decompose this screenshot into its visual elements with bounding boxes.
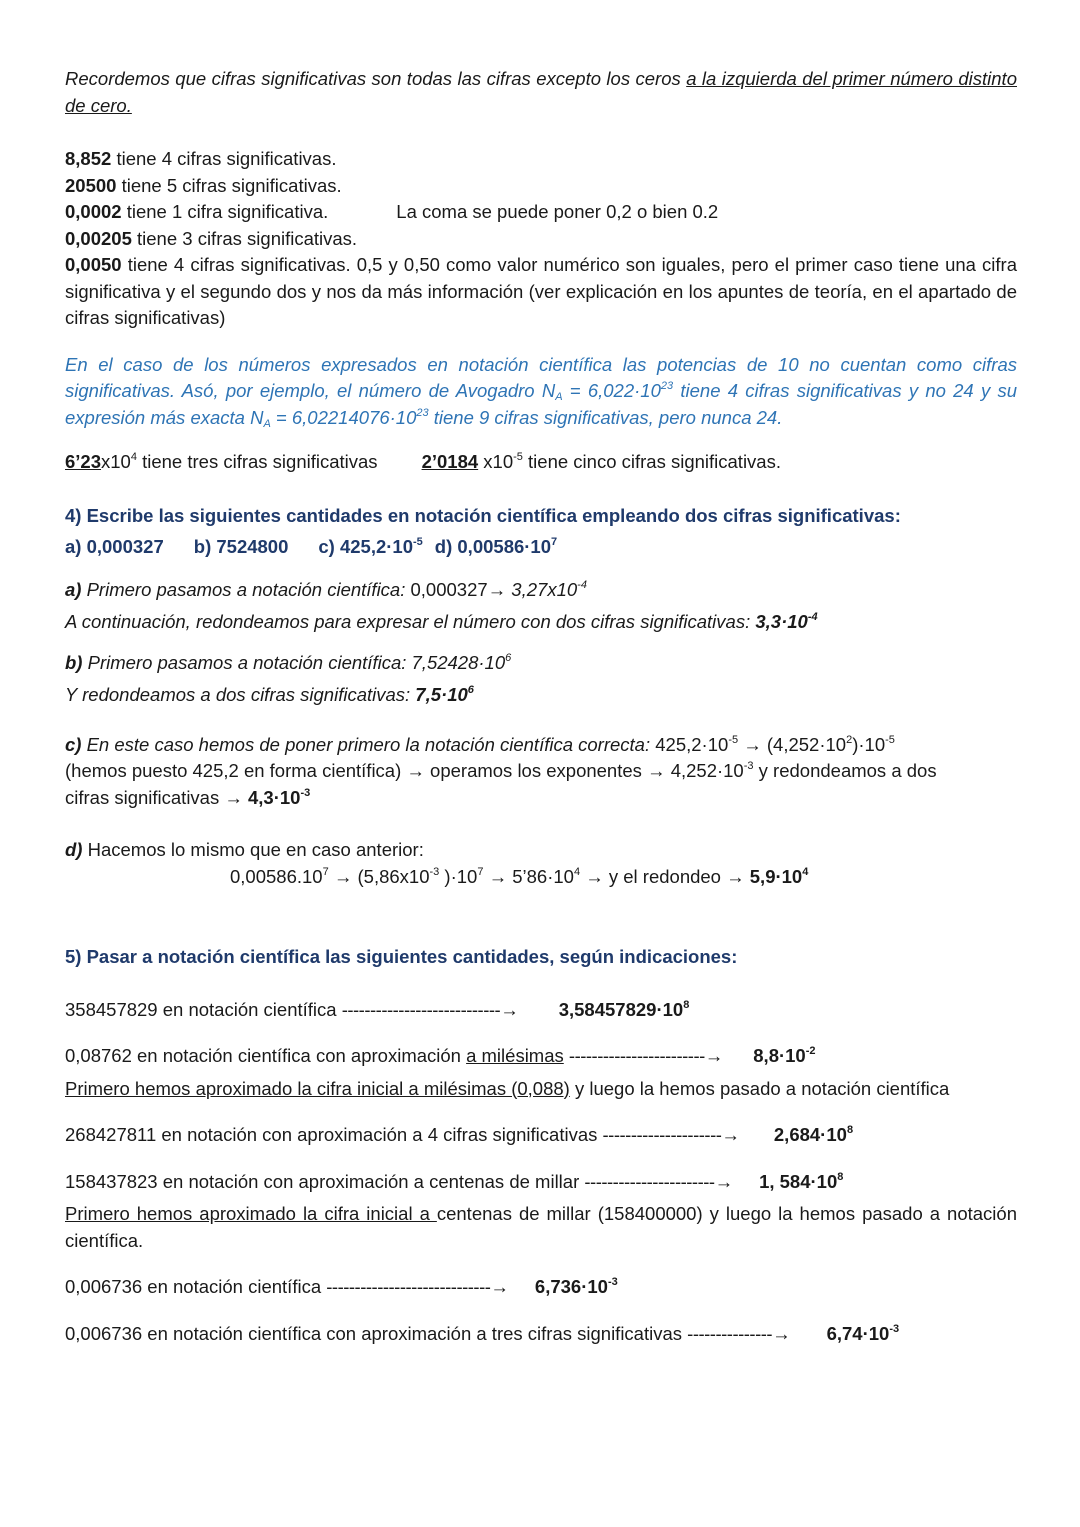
exponent: -3 [743, 760, 754, 772]
text-run: d) 0,00586·10 [434, 536, 552, 557]
exponent: 7 [322, 865, 329, 878]
example-number: 0,0002 [65, 201, 122, 222]
exponent: 23 [660, 380, 674, 392]
text-run: = 6,02214076·10 [270, 406, 417, 428]
text-run [65, 332, 1017, 352]
exponent: 8 [846, 1124, 854, 1136]
exponent: 4 [802, 865, 809, 878]
text-run: 2’0184 [421, 451, 479, 472]
text-run: ----------------------------- [326, 1276, 491, 1297]
exponent: -5 [728, 733, 739, 746]
text-run: 0,08762 en notación científica con aproximación [65, 1045, 461, 1066]
text-run: 158437823 en notación con aproximación a centenas de millar [65, 1170, 580, 1192]
text-run: centenas de millar (158400000) y luego la hemos pasado a notación científica. [65, 1203, 1017, 1251]
example-number: 0,0050 [65, 254, 122, 275]
text-run: → [738, 733, 767, 755]
text-run: 2,684·10 [773, 1124, 847, 1145]
text-run: En este caso hemos de poner primero la notación científica correcta: [81, 733, 651, 755]
example-text: tiene 4 cifras significativas. 0,5 y 0,50 como valor numérico son iguales, pero el primer caso tiene una cifra significativa y el segundo dos y nos da más información (ver explicación en los apuntes de teoría, en el apartado de cifras significativas) [65, 254, 1018, 328]
exponent: 8 [837, 1170, 844, 1183]
text-run: (5,86x10 [357, 865, 430, 887]
example-text: tiene 3 cifras significativas. [137, 227, 358, 249]
text-run: Primero hemos aproximado la cifra inicial a milésimas (0,088) [65, 1077, 570, 1099]
text-run: → [328, 865, 358, 887]
intro-underlined-text: a la izquierda del primer número distinto de cero. [65, 68, 1017, 116]
text-run: 3,58457829·10 [558, 998, 684, 1020]
exponent: 6 [467, 684, 474, 696]
text-run: → [772, 1322, 791, 1344]
text-run: ----------------------- [584, 1170, 715, 1192]
subscript: A [555, 391, 563, 403]
text-run: 6,736·10 [534, 1276, 608, 1297]
answer-c-line1 [65, 732, 1017, 759]
text-run: 0,006736 en notación científica con aproximación a tres cifras significativas [65, 1322, 683, 1344]
text-run: x10 [478, 451, 514, 472]
text-run: → [490, 1276, 509, 1297]
exponent: -5 [413, 536, 423, 548]
text-run: )·10 [852, 733, 886, 755]
exponent: -5 [885, 733, 895, 746]
exponent: 2 [846, 733, 853, 746]
example-number: 20500 [65, 174, 117, 196]
text-run: cifras significativas [65, 786, 220, 808]
text-run: 3,3·10 [750, 611, 808, 632]
question-4-items [65, 534, 1017, 561]
text-run: y redondeamos a dos [753, 760, 937, 781]
text-run: a) 0,000327 [65, 536, 164, 557]
intro-text: Recordemos que cifras significativas son todas las cifras excepto los ceros [65, 68, 681, 89]
text-run [65, 709, 1017, 732]
text-run: → [720, 865, 750, 887]
text-run [65, 636, 1017, 650]
q5-row-1 [65, 997, 1017, 1024]
answer-b-line1 [65, 650, 1017, 677]
q5-row-2 [65, 1043, 1017, 1070]
scientific-notation-note [65, 352, 1017, 432]
text-run: ---------------------------- [341, 998, 501, 1020]
text-run: → [580, 865, 609, 887]
exponent: 7 [477, 865, 484, 878]
text-run: → [704, 1045, 724, 1066]
text-run: 0,006736 en notación científica [65, 1276, 322, 1297]
text-run: tiene 9 cifras significativas, pero nunca 24. [428, 406, 783, 428]
text-run: (4,252·10 [766, 733, 847, 755]
question-5-title: 5) Pasar a notación científica las siguientes cantidades, según indicaciones: [65, 946, 738, 967]
text-run: 6,74·10 [826, 1322, 890, 1344]
example-text: tiene 4 cifras significativas. [116, 148, 337, 169]
exponent: -3 [429, 865, 440, 878]
q5-row-2-note [65, 1076, 1017, 1103]
q5-row-6 [65, 1321, 1017, 1348]
text-run [65, 561, 1017, 577]
text-run: Primero pasamos a notación científica: [81, 578, 406, 600]
text-run: 268427811 en notación con aproximación a 4 cifras significativas [65, 1124, 598, 1145]
exponent: 8 [683, 998, 690, 1011]
text-run: 1, 584·10 [759, 1170, 838, 1192]
text-run: 5,9·10 [749, 865, 803, 887]
text-run: → [714, 1170, 734, 1192]
text-run: d) [65, 839, 83, 860]
text-run [65, 476, 1017, 503]
text-run: Y redondeamos a dos cifras significativas: [65, 684, 411, 705]
exponent: -3 [889, 1322, 900, 1335]
text-run: 0,00586.10 [230, 865, 323, 887]
example-line [65, 173, 1017, 200]
text-run: En el caso de los números expresados en notación científica las potencias de 10 no cuentan como cifras significativas. Asó, por ejemplo, el número de Avogadro N [65, 353, 1017, 401]
example-number: 8,852 [65, 148, 112, 169]
example-text: tiene 5 cifras significativas. [121, 174, 342, 196]
example-line [65, 199, 1017, 226]
text-run [65, 431, 1017, 449]
text-run: 8,8·10 [753, 1045, 806, 1066]
text-run: --------------- [687, 1322, 773, 1344]
text-run [65, 1254, 1017, 1274]
text-run: 425,2·10 [650, 733, 729, 755]
text-run [65, 119, 1017, 146]
text-run [65, 1149, 1017, 1169]
text-run: ------------------------ [568, 1045, 705, 1066]
example-line [65, 252, 1017, 332]
text-run: = 6,022·10 [562, 380, 661, 401]
q5-row-5 [65, 1274, 1017, 1301]
text-run [65, 1301, 1017, 1321]
text-run: → [487, 578, 507, 600]
answer-b-line2 [65, 682, 1017, 709]
answer-d-line1 [65, 837, 1017, 864]
text-run: y el redondeo [608, 865, 721, 887]
answer-a-line2 [65, 609, 1017, 636]
example-text: tiene 1 cifra significativa. [126, 201, 329, 222]
text-run: 5’86·10 [512, 865, 574, 887]
text-run [65, 971, 1017, 997]
exponent: -3 [300, 786, 311, 799]
text-run: Hacemos lo mismo que en caso anterior: [82, 839, 424, 860]
q5-row-4-note [65, 1201, 1017, 1254]
text-run: 0,000327 [405, 578, 488, 600]
exponent: -4 [807, 611, 818, 623]
text-run: → [721, 1124, 740, 1145]
text-run [65, 1102, 1017, 1122]
text-run: c) [65, 733, 82, 755]
text-run: 6’23 [65, 451, 102, 472]
exponent: 6 [505, 651, 512, 664]
text-run: operamos los exponentes [430, 760, 642, 781]
text-run: a) [65, 578, 82, 600]
text-run: (hemos puesto 425,2 en forma científica) [65, 760, 402, 781]
text-run: )·10 [439, 865, 478, 887]
exponent: 4 [130, 451, 137, 463]
example-number: 0,00205 [65, 227, 132, 249]
exponent: 4 [573, 865, 581, 878]
text-run: A continuación, redondeamos para expresar el número con dos cifras significativas: [65, 611, 751, 632]
intro-paragraph [65, 66, 1017, 119]
text-run: c) 425,2·10 [318, 536, 414, 557]
answer-a-line1 [65, 577, 1017, 604]
exponent: -4 [577, 578, 587, 591]
exponent: -2 [805, 1045, 816, 1057]
text-run: → [219, 786, 248, 808]
text-run [65, 811, 1017, 837]
subscript: A [263, 417, 271, 430]
text-run: b) [65, 651, 83, 673]
text-run: b) 7524800 [193, 536, 289, 557]
q5-row-3 [65, 1122, 1017, 1149]
text-run: 358457829 en notación científica [65, 998, 337, 1020]
example-line [65, 146, 1017, 173]
text-run: tiene cinco cifras significativas. [522, 451, 781, 472]
exponent: -3 [607, 1276, 618, 1288]
text-run: → [641, 760, 671, 781]
text-run [65, 890, 1017, 944]
sci-examples-line [65, 449, 1017, 476]
text-run: 4,3·10 [248, 786, 301, 808]
text-run: 3,27x10 [506, 578, 578, 600]
text-run: Primero hemos aproximado la cifra inicial a [65, 1203, 437, 1224]
exponent: 7 [551, 536, 558, 548]
question-4-title: 4) Escribe las siguientes cantidades en notación científica empleando dos cifras significativas: [65, 504, 901, 526]
exponent: 23 [416, 406, 429, 419]
exponent: -5 [513, 451, 523, 463]
text-run: → [483, 865, 513, 887]
text-run: → [401, 760, 431, 781]
text-run: --------------------- [602, 1124, 722, 1145]
comma-note: La coma se puede poner 0,2 o bien 0.2 [396, 201, 719, 222]
document-page [65, 66, 1017, 1347]
text-run: Primero pasamos a notación científica: 7,52428·10 [82, 651, 506, 673]
example-line [65, 226, 1017, 253]
text-run: 7,5·10 [410, 684, 468, 705]
text-run: → [500, 998, 519, 1020]
answer-c-line3 [65, 785, 1017, 812]
answer-c-line2 [65, 758, 1017, 785]
text-run: tiene tres cifras significativas [136, 451, 378, 472]
text-run [65, 1023, 1017, 1043]
q5-row-4 [65, 1169, 1017, 1196]
text-run: x10 [101, 451, 131, 472]
text-run: a milésimas [466, 1045, 564, 1066]
text-run: tiene 4 cifras significativas y no 24 y su expresión más exacta N [65, 380, 1017, 428]
answer-d-line2 [65, 864, 1017, 891]
text-run: 4,252·10 [670, 760, 744, 781]
text-run: y luego la hemos pasado a notación científica [569, 1077, 950, 1099]
